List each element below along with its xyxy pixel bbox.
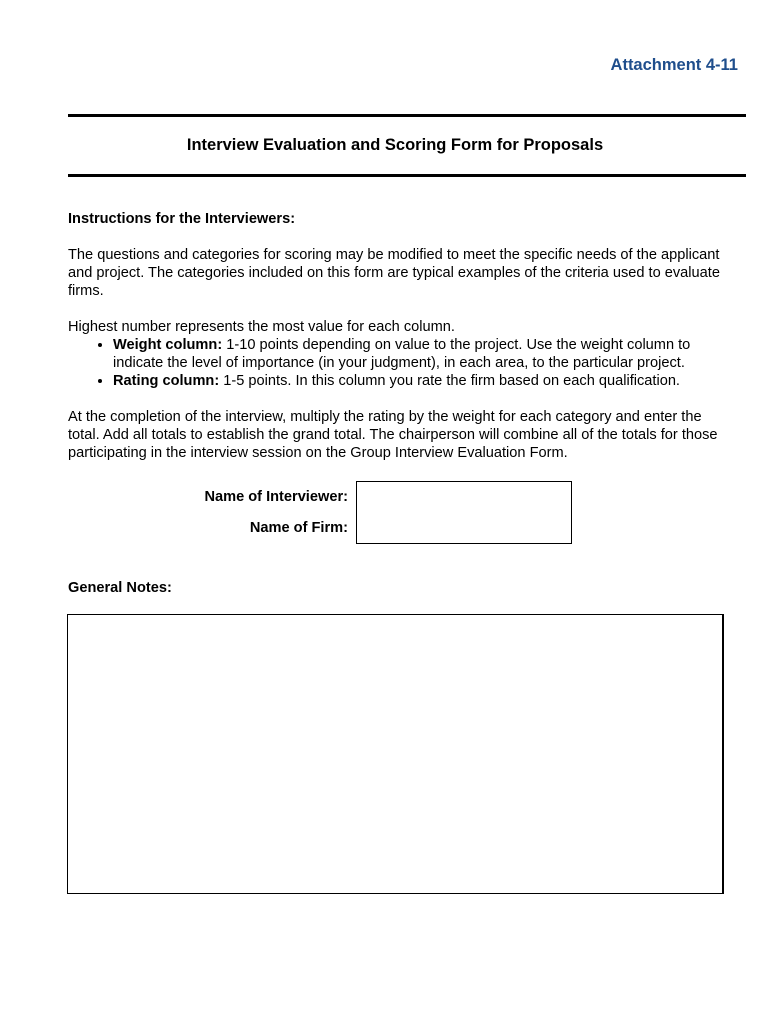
bullet-label: Rating column: — [113, 373, 220, 389]
page-title: Interview Evaluation and Scoring Form for Proposals — [186, 136, 604, 154]
top-divider — [68, 114, 746, 117]
interviewer-row — [68, 481, 572, 512]
interviewer-name-field[interactable] — [356, 481, 572, 513]
bullet-label: Weight column: — [113, 337, 223, 353]
identification-form — [68, 481, 572, 543]
interviewer-label: Name of Interviewer: — [204, 488, 348, 505]
instructions-paragraph-2: At the completion of the interview, multiply the rating by the weight for each category and enter the total. Add all totals to establish the grand total. The chairperson will combine all of the totals for those participating in the interview session on the Group Interview Evaluation Form. — [68, 409, 718, 461]
instructions-section — [68, 210, 728, 480]
instructions-bullet-list — [68, 336, 728, 390]
bottom-divider — [68, 174, 746, 177]
bullet-weight-column — [113, 336, 728, 372]
bullet-text: 1-5 points. In this column you rate the firm based on each qualification. — [219, 373, 680, 389]
bullet-rating-column — [113, 372, 728, 390]
firm-label: Name of Firm: — [249, 519, 348, 536]
instructions-paragraph-1: The questions and categories for scoring may be modified to meet the specific needs of the applicant and project. The categories included on this form are typical examples of the criteria used to evaluate firms. — [68, 247, 720, 299]
attachment-label: Attachment 4-11 — [610, 56, 738, 74]
general-notes-label: General Notes: — [68, 580, 172, 596]
general-notes-field[interactable] — [67, 614, 724, 894]
firm-row — [68, 512, 572, 543]
instructions-heading: Instructions for the Interviewers: — [68, 211, 296, 227]
bullet-text: 1-10 points depending on value to the project. Use the weight column to indicate the level of importance (in your judgment), in each area, to the particular project. — [113, 337, 691, 371]
firm-name-field[interactable] — [356, 512, 572, 544]
instructions-intro: Highest number represents the most value for each column. — [68, 319, 455, 335]
